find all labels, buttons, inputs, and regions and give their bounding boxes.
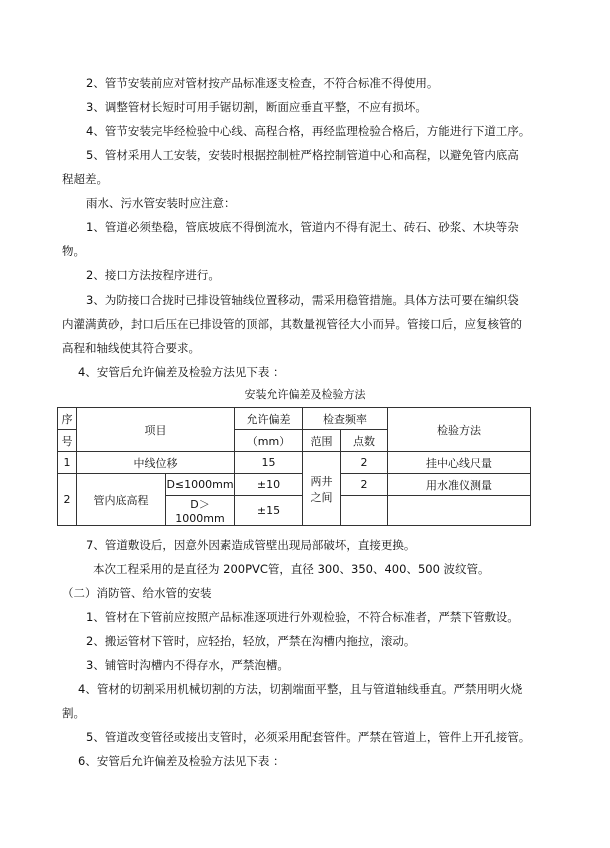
row-tolerance: ±10 [235, 474, 303, 496]
paragraph: 内灌满黄砂，封口后压在已排设管的顶部，其数量视管径大小而异。管接口后，应复核管的 [62, 317, 522, 331]
paragraph: 3、为防接口合拢时已排设管轴线位置移动，需采用稳管措施。具体方法可要在编织袋 [86, 293, 519, 307]
row-tolerance: 15 [235, 452, 303, 474]
paragraph: 本次工程采用的是直径为 200PVC管，直径 300、350、400、500 波纹管。 [93, 562, 490, 576]
paragraph: 3、铺管时沟槽内不得存水，严禁泡槽。 [86, 658, 289, 672]
row-seq: 2 [58, 474, 77, 526]
row-range [303, 452, 341, 526]
row-points: 2 [341, 474, 388, 496]
header-seq-2: 号 [58, 430, 77, 452]
table-header-row [58, 408, 531, 430]
paragraph: 4、管节安装完毕经检验中心线、高程合格，再经监理检验合格后，方能进行下道工序。 [86, 124, 531, 138]
paragraph: 3、调整管材长短时可用手锯切割，断面应垂直平整，不应有损坏。 [86, 100, 427, 114]
row-condition: D≤1000mm [166, 474, 235, 496]
paragraph: 7、管道敷设后，因意外因素造成管壁出现局部破坏，直接更换。 [86, 538, 416, 552]
paragraph: 5、管材采用人工安装，安装时根据控制桩严格控制管道中心和高程，以避免管内底高 [86, 148, 519, 162]
row-method: 挂中心线尺量 [388, 452, 531, 474]
row-item: 中线位移 [77, 452, 235, 474]
row-method-empty [388, 496, 531, 526]
header-item: 项目 [77, 408, 235, 452]
header-tolerance: 允许偏差 [235, 408, 303, 430]
paragraph: 程超差。 [62, 172, 108, 186]
paragraph: 高程和轴线使其符合要求。 [62, 341, 200, 355]
paragraph: 2、搬运管材下管时，应轻抬，轻放，严禁在沟槽内拖拉，滚动。 [86, 634, 416, 648]
row-seq: 1 [58, 452, 77, 474]
paragraph: 1、管道必须垫稳，管底坡底不得倒流水，管道内不得有泥土、砖石、砂浆、木块等杂 [86, 220, 519, 234]
section-note: 雨水、污水管安装时应注意： [86, 196, 236, 210]
range-line: 之间 [310, 490, 333, 504]
table-row [58, 452, 531, 474]
row-tolerance: ±15 [235, 496, 303, 526]
section-heading: （二）消防管、给水管的安装 [62, 586, 212, 600]
header-method: 检验方法 [388, 408, 531, 452]
header-range: 范围 [303, 430, 341, 452]
header-tolerance-unit: （mm） [235, 430, 303, 452]
table-caption: 安装允许偏差及检验方法 [244, 388, 366, 401]
header-points: 点数 [341, 430, 388, 452]
header-frequency: 检查频率 [303, 408, 388, 430]
paragraph: 物。 [62, 244, 85, 258]
tolerance-table [57, 407, 531, 526]
paragraph: 1、管材在下管前应按照产品标准逐项进行外观检验，不符合标准者，严禁下管敷设。 [86, 610, 519, 624]
range-line: 两井 [310, 474, 333, 488]
row-condition: D＞1000mm [166, 496, 235, 526]
row-item: 管内底高程 [77, 474, 166, 526]
paragraph: 2、管节安装前应对管材按产品标准逐支检查，不符合标准不得使用。 [86, 76, 439, 90]
row-points: 2 [341, 452, 388, 474]
paragraph: 4、管材的切割采用机械切割的方法，切割端面平整，且与管道轴线垂直。严禁用明火烧 [78, 682, 523, 696]
paragraph: 6、安管后允许偏差及检验方法见下表 ： [78, 754, 285, 768]
paragraph: 2、接口方法按程序进行。 [86, 268, 220, 282]
header-seq: 序 [58, 408, 77, 430]
paragraph: 5、管道改变管径或接出支管时，必须采用配套管件。严禁在管道上，管件上开孔接管。 [86, 730, 531, 744]
paragraph: 割。 [62, 706, 85, 720]
paragraph: 4、安管后允许偏差及检验方法见下表 ： [78, 365, 285, 379]
row-points-empty [341, 496, 388, 526]
table-row [58, 474, 531, 496]
row-method: 用水准仪测量 [388, 474, 531, 496]
